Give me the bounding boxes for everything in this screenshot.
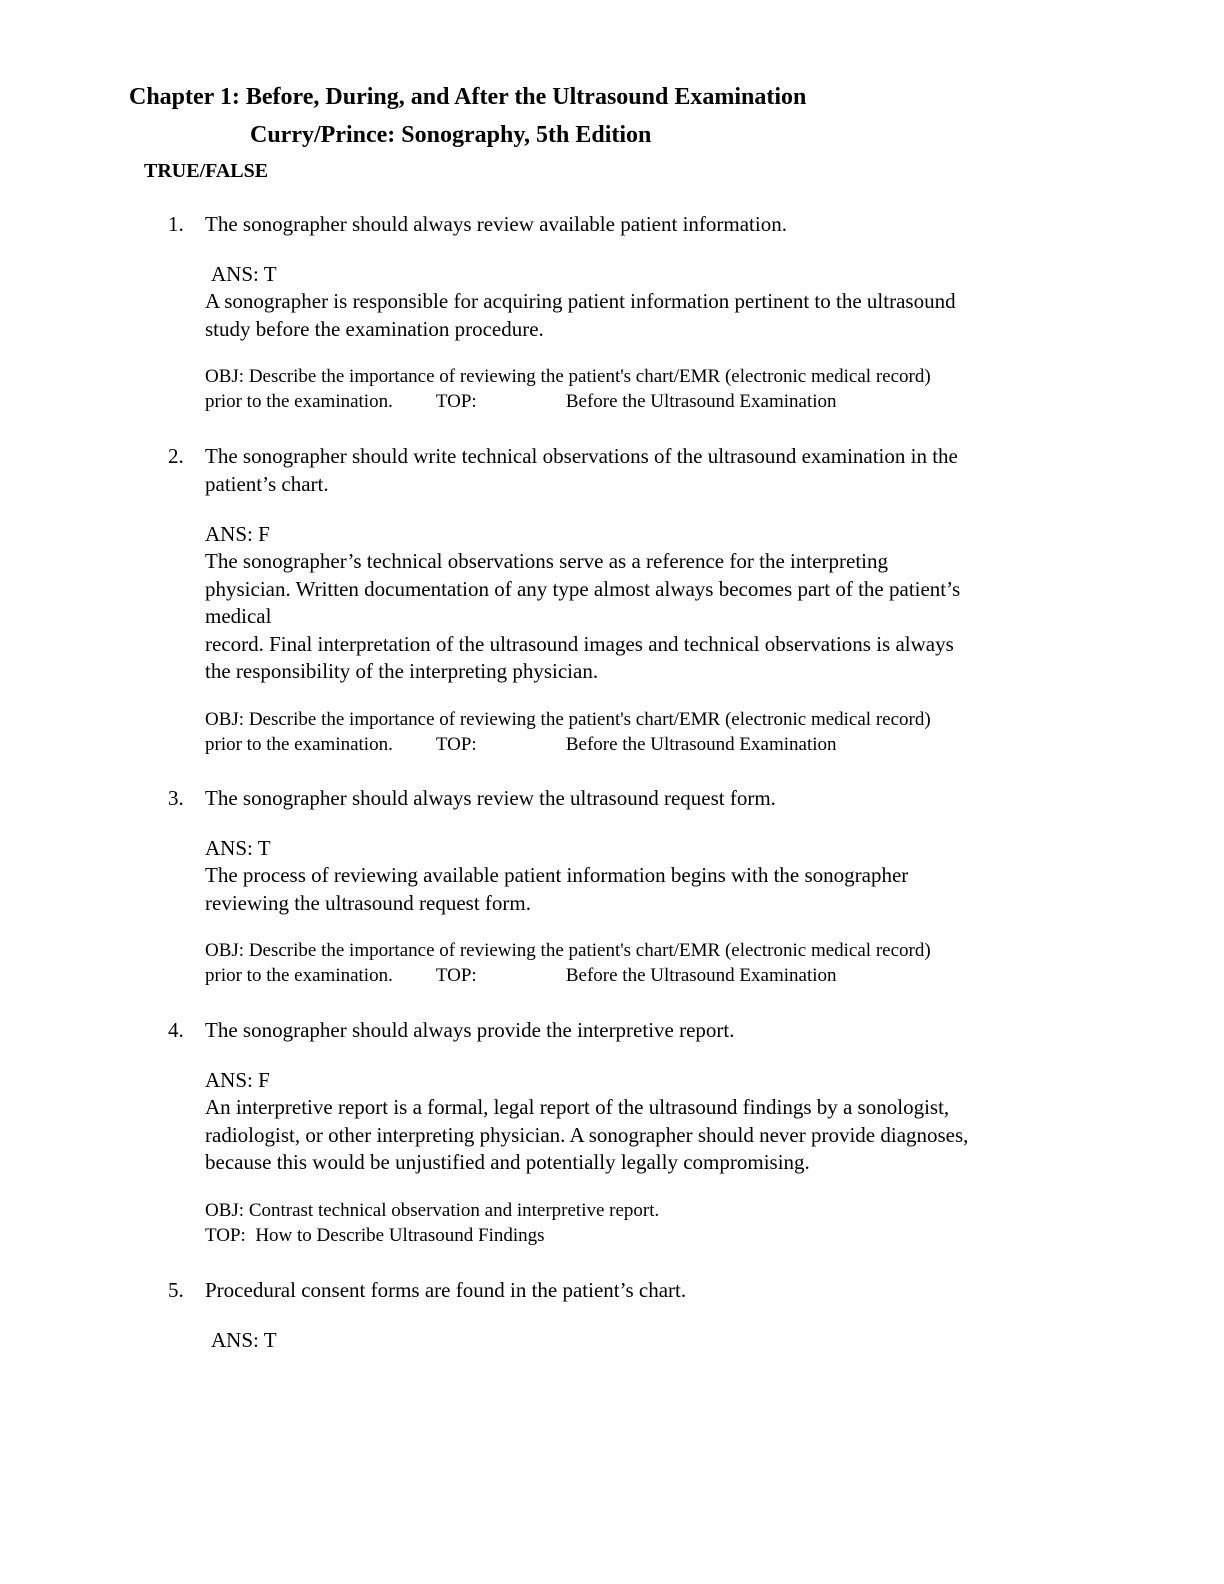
objective: OBJ: Describe the importance of reviewing the patient's chart/EMR (electronic medical record) [205, 708, 931, 730]
topic-label: TOP: [435, 733, 477, 755]
question-meta [205, 364, 1088, 414]
question-2 [168, 442, 1088, 757]
topic-line: TOP: How to Describe Ultrasound Findings [205, 1224, 545, 1246]
answer: ANS: T [211, 1328, 277, 1352]
question-5 [168, 1276, 1088, 1354]
objective: OBJ: Describe the importance of reviewing the patient's chart/EMR (electronic medical record) [205, 366, 931, 387]
question-meta [205, 707, 1088, 757]
question-meta [205, 938, 1088, 988]
section-heading: TRUE/FALSE [144, 160, 269, 182]
question-number: 5. [168, 1278, 184, 1302]
objective-continued: prior to the examination. [205, 965, 393, 986]
topic-label: TOP: [435, 965, 477, 986]
question-text: The sonographer should write technical observations of the ultrasound examination in the patient’s chart. [205, 444, 958, 496]
objective-continued: prior to the examination. [205, 733, 393, 755]
rationale: An interpretive report is a formal, legal report of the ultrasound findings by a sonologist, radiologist, or other interpreting physician. A sonographer should never provide diagnoses, because this would be unjustified and potentially legally compromising. [205, 1095, 969, 1174]
question-number: 2. [168, 444, 184, 468]
question-1 [168, 210, 1088, 414]
book-subtitle: Curry/Prince: Sonography, 5th Edition [250, 122, 652, 148]
chapter-title: Chapter 1: Before, During, and After the Ultrasound Examination [129, 84, 807, 110]
question-number: 1. [168, 212, 184, 236]
question-3 [168, 784, 1088, 988]
answer: ANS: F [205, 522, 270, 546]
rationale: The sonographer’s technical observations serve as a reference for the interpreting physician. Written documentation of any type almost always becomes part of the patient’s medical record. Final interpretation of the ultrasound images and technical observations is always the responsibility of the interpreting physician. [205, 549, 961, 683]
topic-value: Before the Ultrasound Examination [565, 733, 837, 755]
question-text: The sonographer should always review available patient information. [205, 212, 787, 236]
answer: ANS: T [205, 836, 271, 860]
topic-label: TOP: [435, 391, 477, 412]
question-text: Procedural consent forms are found in the patient’s chart. [205, 1278, 687, 1302]
answer: ANS: T [211, 262, 277, 286]
question-4 [168, 1016, 1088, 1248]
objective: OBJ: Describe the importance of reviewing the patient's chart/EMR (electronic medical record) [205, 940, 931, 961]
topic-value: Before the Ultrasound Examination [565, 965, 837, 986]
rationale: The process of reviewing available patient information begins with the sonographer reviewing the ultrasound request form. [205, 863, 909, 915]
topic-value: Before the Ultrasound Examination [565, 391, 837, 412]
objective: OBJ: Contrast technical observation and interpretive report. [205, 1199, 660, 1221]
question-text: The sonographer should always provide the interpretive report. [205, 1018, 735, 1042]
question-text: The sonographer should always review the ultrasound request form. [205, 786, 776, 810]
answer: ANS: F [205, 1068, 270, 1092]
question-number: 4. [168, 1018, 184, 1042]
rationale: A sonographer is responsible for acquiring patient information pertinent to the ultrasound study before the examination procedure. [205, 289, 956, 341]
question-number: 3. [168, 786, 184, 810]
objective-continued: prior to the examination. [205, 391, 393, 412]
question-meta [205, 1198, 1088, 1248]
